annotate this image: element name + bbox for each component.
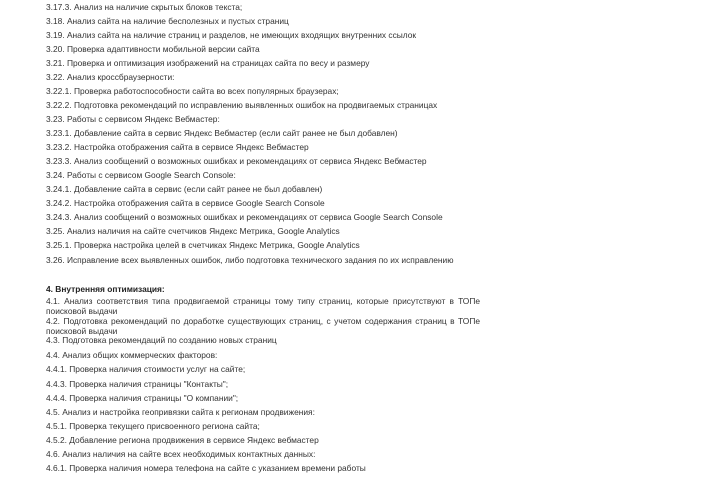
list-item: 4.1. Анализ соответствия типа продвигаемой страницы тому типу страниц, которые присутствуют в ТОПе поисковой выдачи: [46, 296, 480, 316]
list-item: 3.19. Анализ сайта на наличие страниц и разделов, не имеющих входящих внутренних ссылок: [46, 30, 417, 40]
list-item: 3.22.2. Подготовка рекомендаций по исправлению выявленных ошибок на продвигаемых страницах: [46, 100, 438, 110]
list-item: 4.2. Подготовка рекомендаций по доработке существующих страниц, с учетом содержания страниц в ТОПе поисковой выдачи: [46, 316, 480, 336]
list-item: 4.5. Анализ и настройка геопривязки сайта к регионам продвижения:: [46, 407, 315, 417]
list-item: 3.23.1. Добавление сайта в сервис Яндекс Вебмастер (если сайт ранее не был добавлен): [46, 128, 398, 138]
section-heading: 4. Внутренняя оптимизация:: [46, 284, 165, 294]
list-item: 3.24. Работы с сервисом Google Search Console:: [46, 170, 236, 180]
list-item: 3.23.2. Настройка отображения сайта в сервисе Яндекс Вебмастер: [46, 142, 309, 152]
list-item: 4.4.3. Проверка наличия страницы "Контакты";: [46, 379, 229, 389]
list-item: 3.26. Исправление всех выявленных ошибок, либо подготовка технического задания по их исправлению: [46, 255, 454, 265]
list-item: 4.3. Подготовка рекомендаций по созданию новых страниц: [46, 335, 277, 345]
list-item: 3.21. Проверка и оптимизация изображений на страницах сайта по весу и размеру: [46, 58, 370, 68]
list-item: 3.22.1. Проверка работоспособности сайта во всех популярных браузерах;: [46, 86, 339, 96]
list-item: 3.24.1. Добавление сайта в сервис (если сайт ранее не был добавлен): [46, 184, 323, 194]
list-item: 3.18. Анализ сайта на наличие бесполезных и пустых страниц: [46, 16, 289, 26]
list-item: 3.22. Анализ кроссбраузерности:: [46, 72, 175, 82]
list-item: 3.23. Работы с сервисом Яндекс Вебмастер:: [46, 114, 220, 124]
list-item: 3.25. Анализ наличия на сайте счетчиков Яндекс Метрика, Google Analytics: [46, 226, 340, 236]
list-item: 3.25.1. Проверка настройка целей в счетчиках Яндекс Метрика, Google Analytics: [46, 240, 360, 250]
list-item: 3.24.2. Настройка отображения сайта в сервисе Google Search Console: [46, 198, 325, 208]
list-item: 4.6.1. Проверка наличия номера телефона на сайте с указанием времени работы: [46, 463, 366, 473]
list-item: 4.4.4. Проверка наличия страницы "О компании";: [46, 393, 239, 403]
list-item: 4.6. Анализ наличия на сайте всех необходимых контактных данных:: [46, 449, 316, 459]
list-item: 3.23.3. Анализ сообщений о возможных ошибках и рекомендациях от сервиса Яндекс Вебмастер: [46, 156, 427, 166]
list-item: 4.4. Анализ общих коммерческих факторов:: [46, 350, 218, 360]
list-item: 4.4.1. Проверка наличия стоимости услуг на сайте;: [46, 364, 246, 374]
list-item: 3.20. Проверка адаптивности мобильной версии сайта: [46, 44, 260, 54]
list-item: 3.17.3. Анализ на наличие скрытых блоков текста;: [46, 2, 243, 12]
list-item: 4.5.1. Проверка текущего присвоенного региона сайта;: [46, 421, 260, 431]
list-item: 3.24.3. Анализ сообщений о возможных ошибках и рекомендациях от сервиса Google Search Console: [46, 212, 443, 222]
list-item: 4.5.2. Добавление региона продвижения в сервисе Яндекс вебмастер: [46, 435, 319, 445]
